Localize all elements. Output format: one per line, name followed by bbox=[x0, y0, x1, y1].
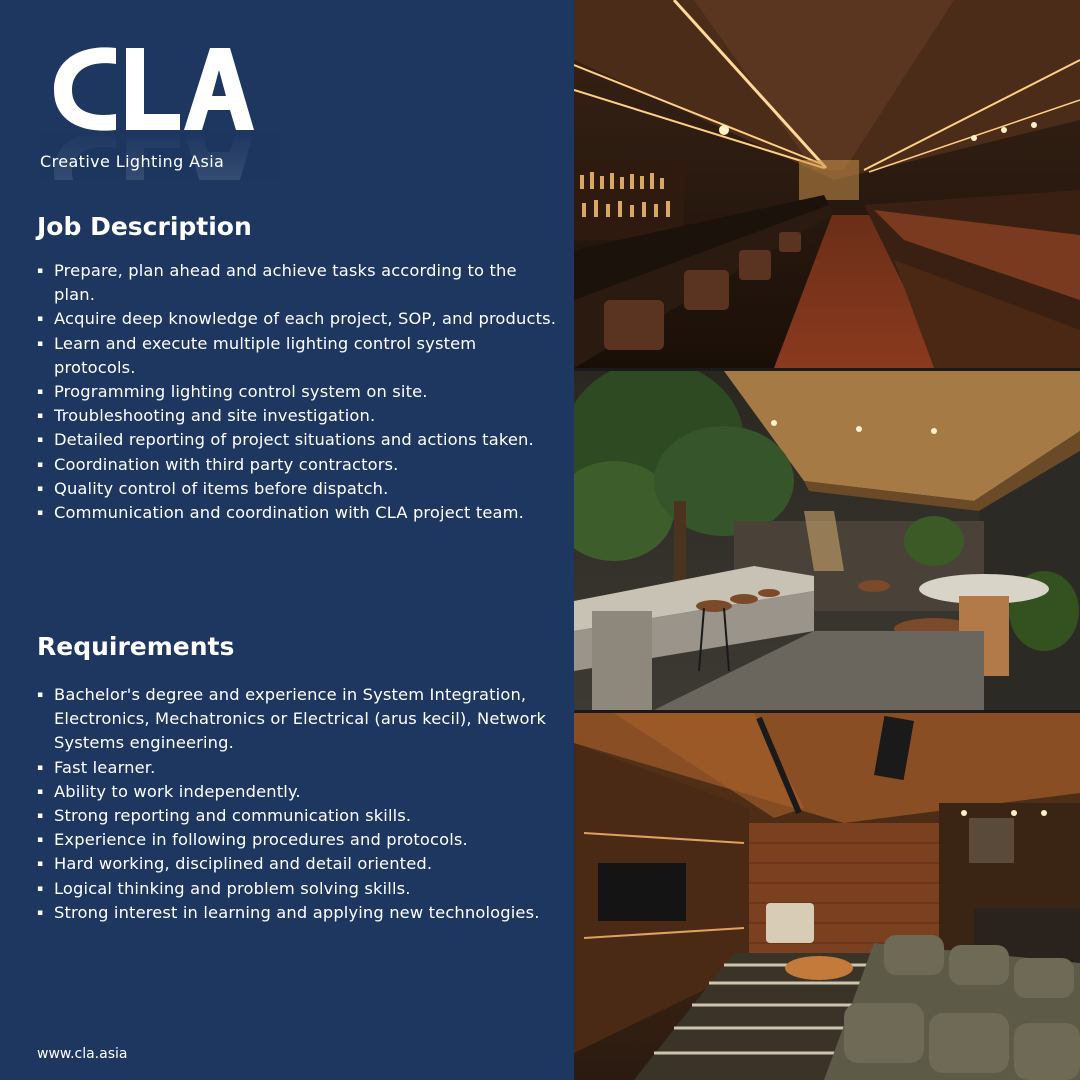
list-item: ▪ Experience in following procedures and protocols. bbox=[37, 828, 557, 852]
lounge-interior-photo bbox=[574, 713, 1080, 1080]
job-description-list bbox=[37, 259, 557, 525]
list-item: ▪ Coordination with third party contractors. bbox=[37, 453, 557, 477]
list-item: ▪ Communication and coordination with CLA project team. bbox=[37, 501, 557, 525]
brand-tagline: Creative Lighting Asia bbox=[40, 152, 225, 171]
job-description-heading: Job Description bbox=[37, 212, 252, 241]
list-item: ▪ Hard working, disciplined and detail oriented. bbox=[37, 852, 557, 876]
list-item: ▪ Detailed reporting of project situations and actions taken. bbox=[37, 428, 557, 452]
list-item: ▪ Ability to work independently. bbox=[37, 780, 557, 804]
list-item: ▪ Strong reporting and communication skills. bbox=[37, 804, 557, 828]
list-item: ▪ Acquire deep knowledge of each project, SOP, and products. bbox=[37, 307, 557, 331]
list-item: ▪ Logical thinking and problem solving skills. bbox=[37, 877, 557, 901]
list-item: ▪ Troubleshooting and site investigation. bbox=[37, 404, 557, 428]
list-item: ▪ Fast learner. bbox=[37, 756, 557, 780]
list-item: ▪ Quality control of items before dispatch. bbox=[37, 477, 557, 501]
photo-column bbox=[574, 0, 1080, 1080]
list-item: ▪ Strong interest in learning and applying new technologies. bbox=[37, 901, 557, 925]
list-item: ▪ Prepare, plan ahead and achieve tasks according to the plan. bbox=[37, 259, 557, 307]
list-item: ▪ Bachelor's degree and experience in System Integration, Electronics, Mechatronics or Electrical (arus kecil), Network Systems engineering. bbox=[37, 683, 557, 756]
requirements-list bbox=[37, 683, 557, 925]
website-link[interactable]: www.cla.asia bbox=[37, 1046, 128, 1062]
list-item: ▪ Learn and execute multiple lighting control system protocols. bbox=[37, 332, 557, 380]
requirements-heading: Requirements bbox=[37, 632, 235, 661]
cafe-interior-photo bbox=[574, 371, 1080, 710]
list-item: ▪ Programming lighting control system on site. bbox=[37, 380, 557, 404]
bar-interior-photo bbox=[574, 0, 1080, 368]
